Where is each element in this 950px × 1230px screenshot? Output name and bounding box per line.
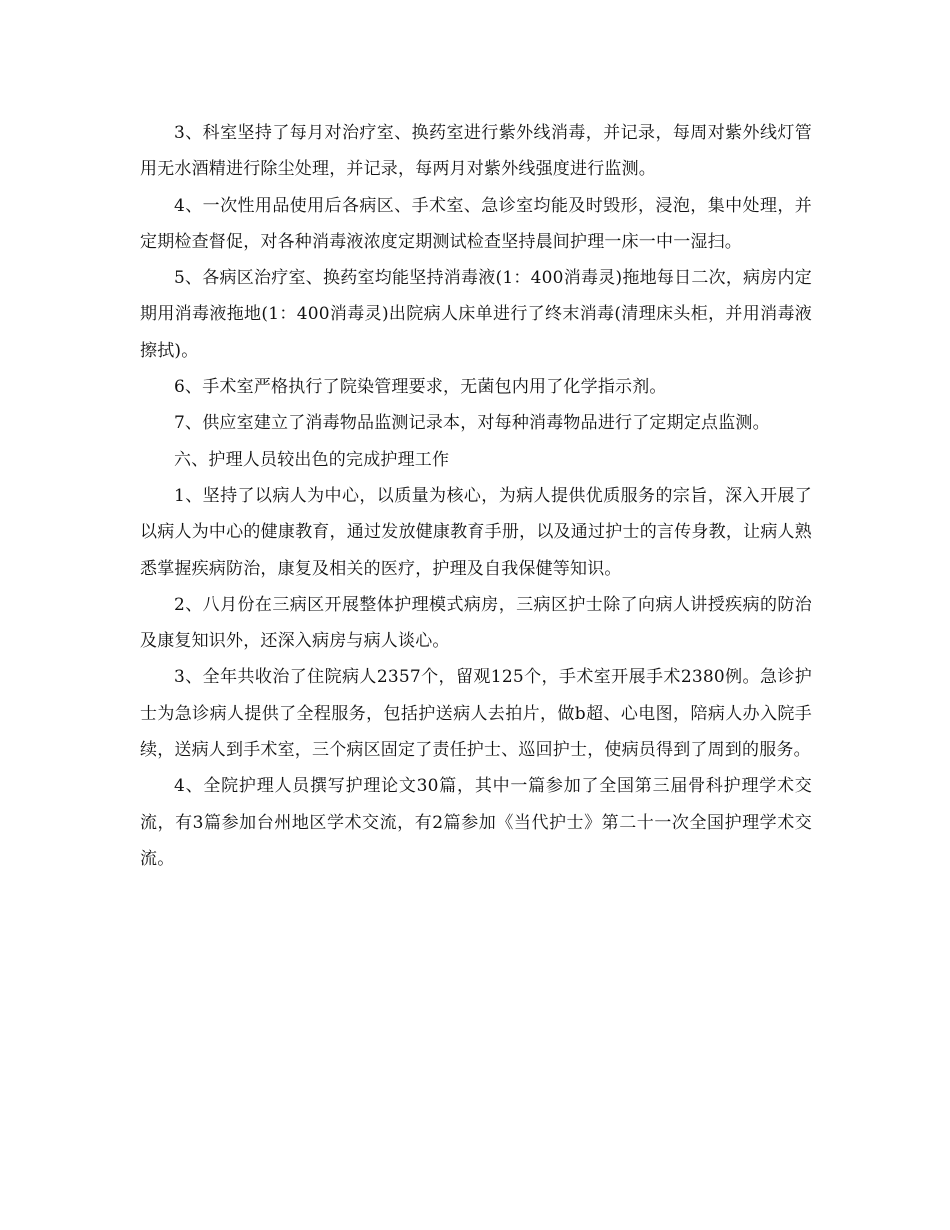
section-heading-six: 六、护理人员较出色的完成护理工作 bbox=[174, 449, 450, 470]
paragraph-item-3-disinfection: 3、科室坚持了每月对治疗室、换药室进行紫外线消毒，并记录，每周对紫外线灯管用无水酒精进行除尘处理，并记录，每两月对紫外线强度进行监测。 bbox=[140, 123, 812, 180]
paragraph-item-2-holistic-nursing: 2、八月份在三病区开展整体护理模式病房，三病区护士除了向病人讲授疾病的防治及康复知识外，还深入病房与病人谈心。 bbox=[140, 594, 812, 652]
paragraph-item-3-annual-statistics: 3、全年共收治了住院病人2357个，留观125个，手术室开展手术2380例。急诊护士为急诊病人提供了全程服务，包括护送病人去拍片，做b超、心电图，陪病人办入院手续，送病人到手术室，三个病区固定了责任护士、巡回护士，使病员得到了周到的服务。 bbox=[140, 667, 812, 761]
document-body bbox=[140, 115, 812, 877]
paragraph-item-5-mopping: 5、各病区治疗室、换药室均能坚持消毒液(1：400消毒灵)拖地每日二次，病房内定期用消毒液拖地(1：400消毒灵)出院病人床单进行了终末消毒(清理床头柜，并用消毒液擦拭)。 bbox=[140, 268, 812, 361]
paragraph-item-1-patient-centered: 1、坚持了以病人为中心，以质量为核心，为病人提供优质服务的宗旨，深入开展了以病人为中心的健康教育，通过发放健康教育手册，以及通过护士的言传身教，让病人熟悉掌握疾病防治，康复及相关的医疗，护理及自我保健等知识。 bbox=[140, 485, 812, 579]
paragraph-item-4-papers: 4、全院护理人员撰写护理论文30篇，其中一篇参加了全国第三届骨科护理学术交流，有3篇参加台州地区学术交流，有2篇参加《当代护士》第二十一次全国护理学术交流。 bbox=[140, 776, 812, 869]
paragraph-item-6-operating-room: 6、手术室严格执行了院染管理要求，无菌包内用了化学指示剂。 bbox=[174, 377, 667, 398]
paragraph-item-4-disposables: 4、一次性用品使用后各病区、手术室、急诊室均能及时毁形，浸泡，集中处理，并定期检查督促，对各种消毒液浓度定期测试检查坚持晨间护理一床一中一湿扫。 bbox=[140, 195, 812, 252]
paragraph-item-7-supply-room: 7、供应室建立了消毒物品监测记录本，对每种消毒物品进行了定期定点监测。 bbox=[174, 413, 770, 434]
